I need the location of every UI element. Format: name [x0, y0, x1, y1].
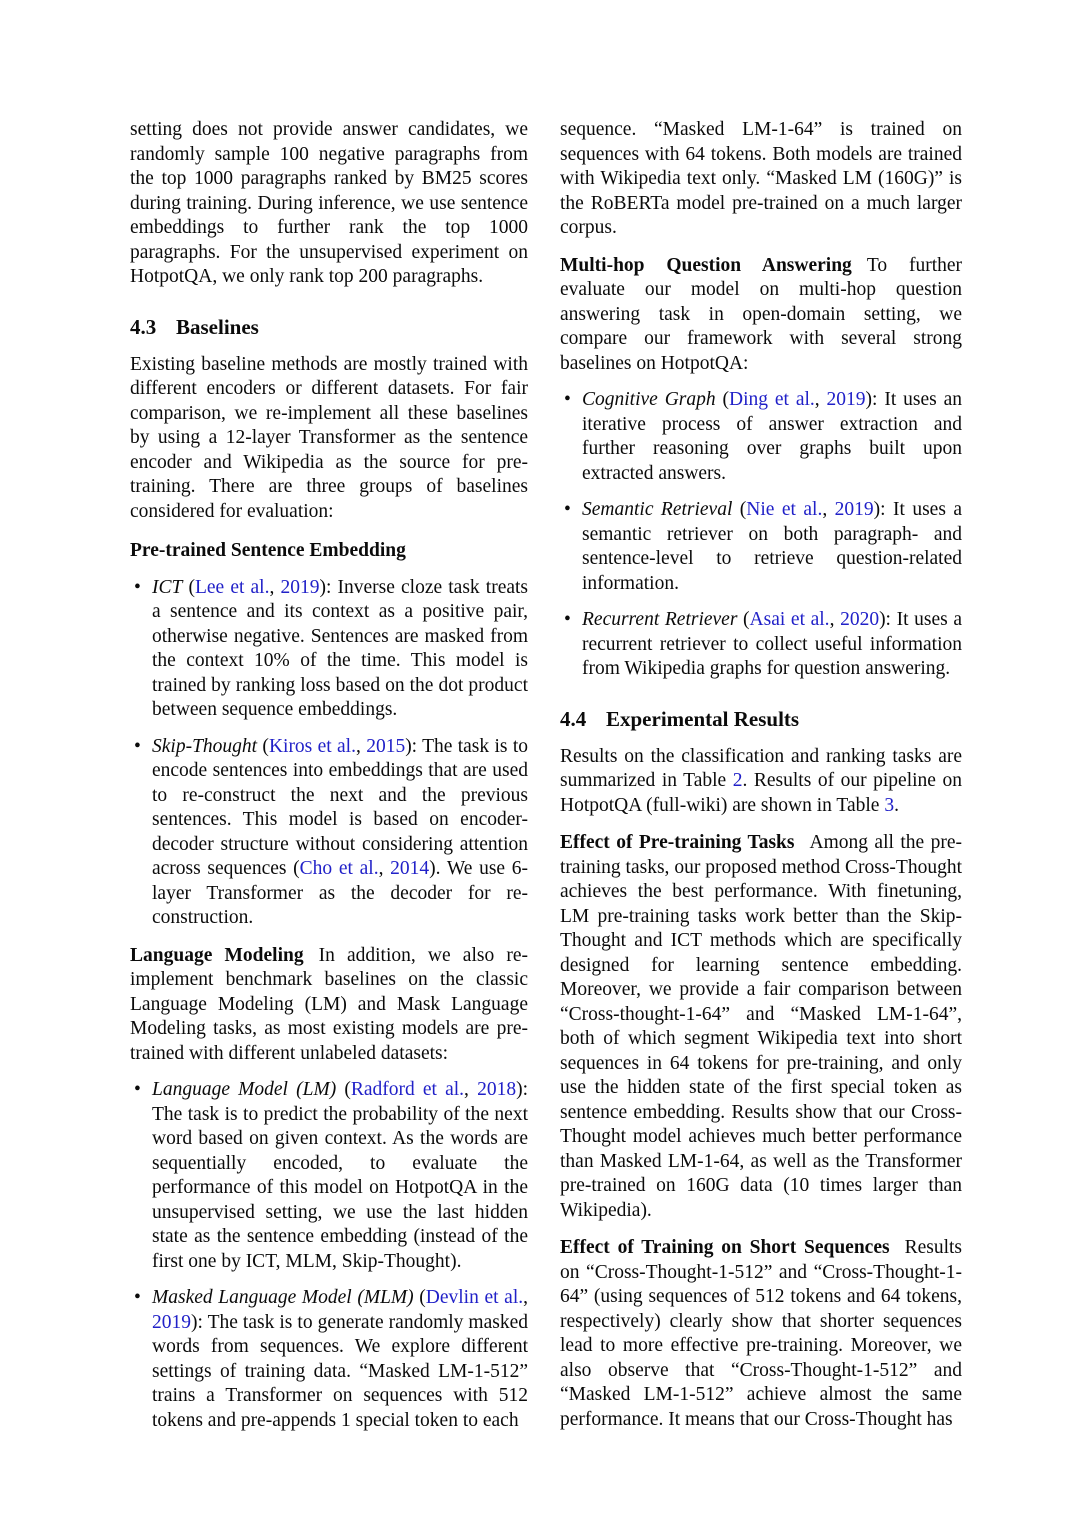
bullet-marker: •	[134, 1287, 141, 1308]
text-run: (	[336, 1079, 351, 1100]
citation-link[interactable]: 2019	[152, 1311, 191, 1333]
text-run: ): It uses an iterative process of answer extraction and further reasoning over graphs built upon extracted answers.	[582, 389, 962, 484]
list-item	[130, 1078, 528, 1274]
section-title: Experimental Results	[606, 706, 800, 731]
paragraph	[560, 118, 962, 241]
text-run: To further evaluate our model on multi-hop question answering task in open-domain setting, we compare our framework with several strong baselines on HotpotQA:	[560, 254, 963, 374]
text-run: ,	[464, 1079, 478, 1100]
text-run: ): The task is to predict the probability of the next word based on given context. As the words are sequentially encoded, to evaluate the performance of this model on HotpotQA in the unsupervised setting, we use the last hidden state as the sentence embedding (instead of the first one by ICT, MLM, Skip-Thought).	[152, 1079, 528, 1272]
citation-link[interactable]: Ding et al.	[729, 389, 815, 410]
text-run: Results on “Cross-Thought-1-512” and “Cross-Thought-1-64” (using sequences of 512 tokens and 64 tokens, respectively) clearly show that shorter sequences lead to more effective pre-training. Moreover, we also observe that “Cross-Thought-1-512” and “Masked LM-1-512” achieve almost the same performance. It means that our Cross-Thought has	[560, 1237, 962, 1430]
section-heading	[130, 315, 528, 340]
text-run: Language Model (LM)	[152, 1079, 337, 1100]
citation-link[interactable]: Lee et al.	[194, 576, 270, 598]
paragraph-heading: Pre-trained Sentence Embedding	[130, 540, 406, 561]
text-run: Semantic Retrieval	[582, 499, 733, 520]
citation-link[interactable]: Cho et al.	[299, 858, 379, 879]
text-run: ICT	[152, 576, 183, 598]
bullet-text	[152, 735, 528, 931]
citation-link[interactable]: Radford et al.	[350, 1079, 465, 1100]
text-run: .	[894, 794, 899, 816]
paragraph	[130, 118, 528, 290]
runin-paragraph	[130, 944, 528, 1067]
bullet-marker: •	[134, 735, 141, 757]
runin-paragraph	[560, 1236, 962, 1432]
text-run: Among all the pre-training tasks, our proposed method Cross-Thought achieves the best performance. With finetuning, LM pre-training tasks work better than the Skip-Thought and ICT methods which are specifically designed for learning sentence embedding. Moreover, we provide a fair comparison between “Cross-thought-1-64” and “Masked LM-1-64”, both of which segment Wikipedia text into short sequences in 64 tokens for pre-training, and only use the hidden state of the first special token as sentence embedding. Results show that our Cross-Thought model achieves much better performance than Masked LM-1-64, as well as the Transformer pre-trained on 160G data (10 times larger than Wikipedia).	[560, 832, 962, 1221]
list-item	[560, 498, 962, 596]
bullet-text	[152, 1286, 528, 1433]
text-run: ,	[822, 499, 835, 520]
citation-link[interactable]: Devlin et al.	[425, 1287, 524, 1308]
bullet-marker: •	[134, 576, 141, 598]
text-run: Existing baseline methods are mostly trained with different encoders or different datasets. For fair comparison, we re-implement all these baselines by using a 12-layer Transformer as the sentence encoder and Wikipedia as the source for pre-training. There are three groups of baselines considered for evaluation:	[130, 353, 528, 522]
bullet-text	[582, 608, 962, 682]
list-item	[130, 1286, 528, 1433]
citation-link[interactable]: 2015	[366, 735, 406, 757]
text-run: (	[732, 499, 747, 520]
bullet-marker: •	[564, 609, 571, 630]
text-run: ): Inverse cloze task treats a sentence and its context as a positive pair, otherwise negative. Sentences are masked from the context 10% of the time. This model is trained by ranking loss based on the dot product between sequence embeddings.	[152, 576, 529, 720]
paragraph	[130, 353, 528, 525]
column-right	[560, 118, 962, 1433]
text-run: In addition, we also re-implement benchmark baselines on the classic Language Modeling (LM) and Mask Language Modeling tasks, as most existing models are pre-trained with different unlabeled datasets:	[130, 944, 528, 1064]
paragraph	[560, 745, 962, 819]
text-run: ): The task is to generate randomly masked words from sequences. We explore different settings of training data. “Masked LM-1-512” trains a Transformer on sequences with 512 tokens and pre-appends 1 special token to each	[152, 1311, 528, 1431]
citation-link[interactable]: 2014	[390, 858, 430, 879]
text-run: Multi-hop Question Answering	[560, 254, 852, 276]
list-item	[560, 388, 962, 486]
table-ref-link[interactable]: 2	[732, 770, 743, 791]
bullet-text	[152, 1078, 528, 1274]
text-run: setting does not provide answer candidates, we randomly sample 100 negative paragraphs from the top 1000 paragraphs ranked by BM25 scores during training. During inference, we use sentence embeddings to further rank the top 1000 paragraphs. For the unsupervised experiment on HotpotQA, we only rank top 200 paragraphs.	[130, 119, 528, 287]
citation-link[interactable]: 2019	[826, 389, 866, 410]
bullet-marker: •	[564, 389, 571, 410]
citation-link[interactable]: 2018	[477, 1079, 517, 1100]
text-run: (	[182, 576, 195, 598]
citation-link[interactable]: 2019	[280, 576, 320, 598]
text-run: (	[715, 389, 729, 410]
text-run: Results on the classification and ranking tasks are summarized in Table	[560, 745, 962, 791]
section-heading	[560, 707, 962, 732]
text-run: ): It uses a recurrent retriever to collect useful information from Wikipedia graphs for question answering.	[582, 609, 962, 679]
citation-link[interactable]: Nie et al.	[746, 499, 823, 520]
text-run: Effect of Pre-training Tasks	[560, 832, 795, 853]
column-left	[130, 118, 528, 1433]
text-run: (	[257, 735, 269, 757]
text-run: . Results of our pipeline on HotpotQA (full-wiki) are shown in Table	[560, 770, 962, 816]
text-run: ,	[378, 858, 391, 879]
runin-paragraph	[560, 831, 962, 1223]
citation-link[interactable]: 2020	[840, 609, 880, 630]
citation-link[interactable]: Asai et al.	[749, 609, 830, 630]
text-run: Cognitive Graph	[582, 389, 716, 410]
text-run: Language Modeling	[130, 944, 304, 966]
text-run: Recurrent Retriever	[582, 609, 738, 630]
text-run: ,	[829, 609, 841, 630]
bullet-text	[152, 576, 528, 723]
text-run: ,	[814, 389, 827, 410]
text-run: ,	[523, 1287, 528, 1308]
text-run: ). We use 6-layer Transformer as the decoder for re-construction.	[152, 858, 529, 928]
citation-link[interactable]: 2019	[834, 499, 874, 520]
text-run: Skip-Thought	[152, 735, 258, 757]
text-run: Effect of Training on Short Sequences	[560, 1237, 890, 1258]
text-run: ,	[269, 576, 281, 598]
section-number: 4.4	[560, 706, 587, 731]
bullet-text	[582, 388, 962, 486]
section-title: Baselines	[176, 314, 259, 339]
bullet-text	[582, 498, 962, 596]
section-number: 4.3	[130, 314, 157, 339]
text-run: (	[413, 1287, 426, 1308]
text-run: Masked Language Model (MLM)	[152, 1287, 414, 1308]
bullet-marker: •	[134, 1079, 141, 1100]
list-item	[130, 576, 528, 723]
bullet-marker: •	[564, 499, 571, 520]
table-ref-link[interactable]: 3	[884, 794, 895, 816]
text-run: ): It uses a semantic retriever on both paragraph- and sentence-level to retrieve question-related information.	[582, 499, 962, 594]
text-run: ,	[355, 735, 367, 757]
list-item	[560, 608, 962, 682]
citation-link[interactable]: Kiros et al.	[268, 735, 356, 757]
text-run: (	[737, 609, 750, 630]
text-run: sequence. “Masked LM-1-64” is trained on sequences with 64 tokens. Both models are trained with Wikipedia text only. “Masked LM (160G)” is the RoBERTa model pre-trained on a much larger corpus.	[560, 119, 962, 238]
page-content	[130, 118, 962, 1433]
text-run: ): The task is to encode sentences into embeddings that are used to re-construct the next and the previous sentences. This model is based on encoder-decoder structure without considering attention across sequences (	[152, 735, 528, 879]
runin-paragraph	[560, 254, 962, 377]
list-item	[130, 735, 528, 931]
